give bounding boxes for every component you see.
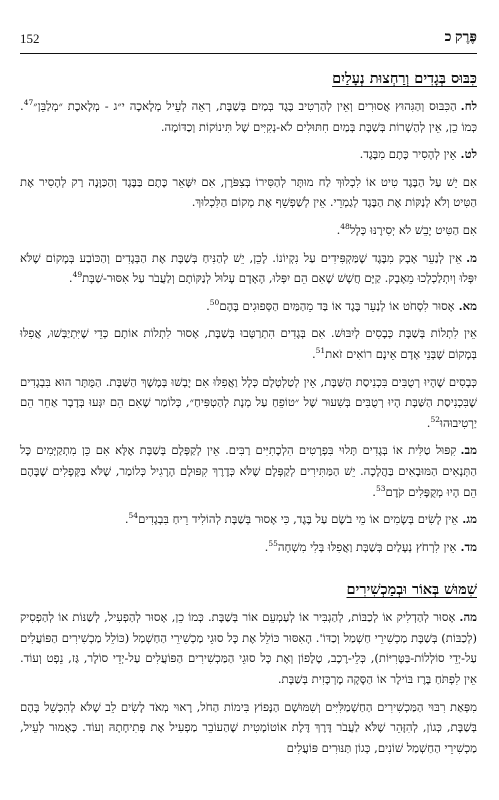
paragraph-label: מה.	[459, 610, 477, 625]
paragraph-text: אֵין לָשִׂים בְּשָׂמִים אוֹ מֵי בֹשֶׂם עַל בֶּגֶד, כִּי אָסוּר בְּשַׁבָּת לְהוֹלִיד רֵיחַ בִּבְגָדִים	[138, 512, 459, 527]
paragraph-45	[20, 607, 477, 689]
footnote-ref: 51	[315, 346, 326, 356]
paragraph-41	[20, 296, 477, 317]
paragraph-44	[20, 537, 477, 558]
paragraph-45-devices	[20, 697, 477, 759]
paragraph-41-drying	[20, 323, 477, 364]
footnote-ref: 48	[340, 222, 350, 232]
paragraph-text: אִם יֵשׁ עַל הַבֶּגֶד טִיט אוֹ לִכְלוּךְ לַח מוּתָּר לְהַסִּירוֹ בְּצִפֹּרֶן, אִם יִשָּׁאֵר כֶּתֶם בַּבֶּגֶד וְהַכַּוָּנָה רַק לְהָסִיר אֶת הַטִּיט וְלֹא לְנַקּוֹת אֶת הַבֶּגֶד לְגַמְרֵי. אֵין לְשַׁפְשֵׁף אֶת מְקוֹם הַלִּכְלוּךְ.	[20, 174, 477, 210]
paragraph-text: אֵין לְהָסִיר כֶּתֶם מִבֶּגֶד.	[359, 147, 457, 162]
paragraph-41-wet-laundry	[20, 372, 477, 434]
paragraph-text: אָסוּר לְהַדְלִיק אוֹ לְכַבּוֹת, לְהַגְבִּיר אוֹ לְעַמְעֵם אוֹר בְּשַׁבָּת. כְּמוֹ כֵן, אָסוּר לְהַפְעִיל, לְשַׁנּוֹת אוֹ לְהַפְסִיק (לְכַבּוֹת) בְּשַׁבָּת מַכְשִׁירֵי חַשְׁמַל וְכַדּוֹ'. הָאִסּוּר כּוֹלֵל אֶת כָּל סוּגֵי מַכְשִׁירֵי הַחַשְׁמַל (כּוֹלֵל מַכְשִׁירִים הַפּוֹעֲלִים עַל-יְדֵי סוֹלְלוֹת-בַּטָּרִיּוֹת), כְּלֵי-רֶכֶב, טֶלֶפוֹן וְאֶת כָּל סוּגֵי הַמַּכְשִׁירִים הַפּוֹעֲלִים עַל-יְדֵי סוֹלָר, גַּז, נֵפְט וְעוֹד. אֵין לִפְתֹּחַ בֶּרֶז בּוֹילֶר אוֹ הַסָּקָה מֶרְכָּזִית בְּשַׁבָּת.	[20, 610, 477, 687]
paragraph-text-cont: .	[336, 222, 341, 237]
paragraph-39-note	[20, 220, 477, 241]
paragraph-text-cont: .	[68, 271, 73, 286]
paragraph-label: מג.	[462, 512, 477, 527]
paragraph-text-cont: .	[264, 539, 269, 554]
paragraph-text: אֵין לִרְחֹץ נְעָלַיִם בְּשַׁבָּת וַאֲפִלּוּ בְּלִי מִשְׁחָה	[277, 539, 457, 554]
paragraph-label: מד.	[460, 539, 477, 554]
footnote-ref: 47	[23, 98, 34, 108]
paragraph-text-cont: . כְּמוֹ כֵן, אֵין לְהַשְׁרוֹת בְּשַׁבָּת בְּמַיִם חִתּוּלִים לֹא-נְקִיִּים שֶׁל תִּינוֹקוֹת וְכַדּוֹמֶה.	[20, 99, 477, 134]
paragraph-text-cont: .	[124, 512, 129, 527]
paragraph-38	[20, 96, 477, 137]
paragraph-text-cont: .	[311, 346, 316, 361]
page-number: 152	[20, 31, 40, 46]
paragraph-text: אֵין לִתְלוֹת בְּשַׁבָּת כְּבָסִים לְיִבּוּשׁ. אִם בְּגָדִים הִתְרַטְּבוּ בְּשַׁבָּת, אָסוּר לִתְלוֹת אוֹתָם כְּדֵי שֶׁיִּתְיַבְּשׁוּ, אֲפִלּוּ בְּמָקוֹם שֶׁבְּנֵי אָדָם אֵינָם רוֹאִים זֹאת	[20, 326, 477, 361]
chapter-title: פֶּרֶק כ	[444, 30, 477, 45]
paragraph-text: הַכִּבּוּס וְהַגִּהוּץ אֲסוּרִים וְאֵין לְהַרְטִיב בֶּגֶד בְּמַיִם בְּשַׁבָּת, רְאֵה לְעֵיל מְלָאכָה י״ג - מְלָאכֶת ״מְלַבֵּן״	[33, 99, 457, 113]
section-title: כִּבּוּס בְּגָדִים וְרַחְצוּת נְעָלַיִם	[332, 70, 477, 87]
paragraph-text: אָסוּר לִסְחֹט אוֹ לְנַעֵר בֶּגֶד אוֹ בַּד מֵהַמַּיִם הַסְּפוּגִים בָּהֶם	[219, 298, 455, 313]
paragraph-text: מִפְּאַת רִבּוּי הַמַּכְשִׁירִים הַחַשְׁמַלִּיִּים וְשִׁמּוּשָׁם הַנָּפוֹץ בִּימוֹת הַחֹל, רָאוּי מְאֹד לָשִׂים לֵב שֶׁלֹּא לְהִכָּשֵׁל בָּהֶם בְּשַׁבָּת, כְּגוֹן, לְהִזָּהֵר שֶׁלֹּא לַעֲבֹר דֶּרֶךְ דֶּלֶת אוֹטוֹמָטִית שֶׁהַעוֹבֵר מַפְעִיל אֶת פְּתִיחָתָהּ וְעוֹד. כָּאָמוּר לְעֵיל, מַכְשִׁירֵי הַחַשְׁמַל שׁוֹנִים, כְּגוֹן תַּנּוּרִים פּוֹעֲלִים	[20, 699, 477, 755]
paragraph-43	[20, 509, 477, 530]
paragraph-label: מ.	[466, 250, 477, 265]
paragraph-39-body	[20, 172, 477, 213]
footnote-ref: 55	[268, 538, 278, 548]
paragraph-42	[20, 440, 477, 502]
paragraph-39	[20, 144, 477, 165]
paragraph-text: אֵין לְנַעֵר אָבָק מִבֶּגֶד שֶׁמַּקְפִּידִים עַל נִקְיוֹנוֹ. לָכֵן, יֵשׁ לְהַנִּיחַ בְּשַׁבָּת אֶת הַבְּגָדִים וְהַכּוֹבַע בְּמָקוֹם שֶׁלֹּא יִפְּלוּ וְיִתְלַכְלְכוּ מֵאָבָק. קַיָּם חֲשָׁשׁ שֶׁאִם הֵם יִפְּלוּ, הָאָדָם עָלוּל לְנַקּוֹתָם וְלַעֲבֹר עַל אִסּוּר-שַׁבָּת	[20, 250, 477, 286]
footnote-ref: 54	[128, 511, 139, 521]
page-header	[20, 29, 477, 54]
paragraph-label: לט.	[460, 147, 477, 162]
footnote-ref: 53	[375, 483, 386, 493]
paragraph-text-cont: .	[426, 415, 431, 430]
paragraph-text: קִפּוּל טַלִּית אוֹ בְּגָדִים תָּלוּי בִּפְרָטִים הִלְכָתִיִּים רַבִּים. אֵין לְקַפְּלָם בְּשַׁבָּת אֶלָּא אִם כֵּן מִתְקַיְּמִים כָּל הַתְּנָאִים הַמּוּבָאִים בַּהֲלָכָה. יֵשׁ הַמַּתִּירִים לְקַפְּלָם שֶׁלֹּא כְּדֶרֶךְ קִפּוּלָם הָרָגִיל כְּלוֹמַר, שֶׁלֹּא בַּקְּפָלִים שֶׁבָּהֶם הֵם הָיוּ מְקֻפָּלִים קֹדֶם	[20, 443, 477, 499]
section-title: שִׁמּוּשׁ בְּאוֹר וּבְמַכְשִׁירִים	[346, 581, 477, 599]
paragraph-40	[20, 248, 477, 289]
paragraph-text: אִם הַטִּיט יָבֵשׁ לֹא יְסִירֶנּוּ כְּלָל	[349, 222, 477, 237]
section-clothes	[20, 68, 477, 557]
footnote-ref: 49	[72, 270, 83, 280]
page-body	[20, 62, 477, 765]
paragraph-label: לח.	[460, 99, 477, 113]
section-electricity	[20, 579, 477, 758]
paragraph-label: מב.	[460, 443, 477, 458]
paragraph-text: כְּבָסִים שֶׁהָיוּ רְטֻבִּים בִּכְנִיסַת הַשַּׁבָּת, אֵין לְטַלְטְלָם כְּלָל וַאֲפִלּוּ אִם יָבְשׁוּ בְּמֶשֶׁךְ הַשַּׁבָּת. הַמֻּתָּר הוּא בִּבְגָדִים שֶׁבִּכְנִיסַת הַשַּׁבָּת הָיוּ רְטֻבִּים בְּשִׁעוּר שֶׁל ״טוֹפֵחַ עַל מְנָת לְהַטְפִּיחַ״, כְּלוֹמַר שֶׁאִם הֵם יִגְּעוּ בְּדָבָר אַחֵר הֵם יַרְטִיבוּהוּ	[20, 374, 477, 430]
footnote-ref: 52	[430, 414, 441, 424]
paragraph-text-cont: .	[206, 298, 210, 313]
footnote-ref: 50	[209, 297, 220, 307]
paragraph-text-cont: .	[372, 484, 376, 499]
paragraph-label: מא.	[458, 298, 477, 313]
